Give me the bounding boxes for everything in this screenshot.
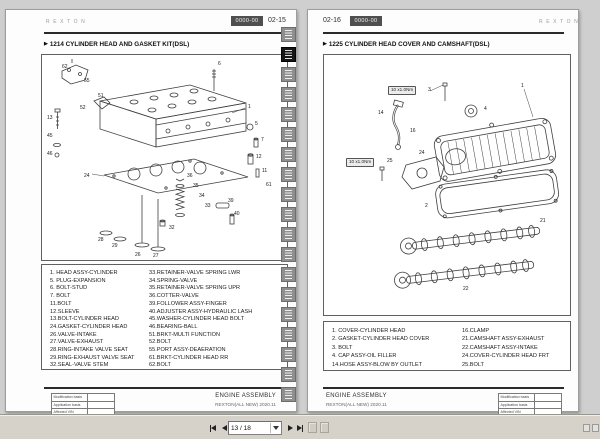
parts-column-2	[462, 327, 549, 369]
callout-number: 27	[153, 253, 159, 259]
callout-number: 13	[47, 115, 53, 121]
section-title	[44, 41, 189, 48]
callout-number: 26	[135, 252, 141, 258]
diagram-line-art	[42, 55, 289, 262]
section-tab[interactable]	[281, 87, 296, 102]
section-tab[interactable]	[281, 247, 296, 262]
manual-page-left	[5, 9, 297, 412]
header-rule	[44, 32, 284, 34]
callout-number: 4	[484, 106, 487, 112]
previous-view-icon[interactable]	[308, 422, 317, 433]
footer-info	[156, 393, 276, 407]
section-tab[interactable]	[281, 327, 296, 342]
continuous-view-icon[interactable]	[592, 424, 599, 432]
section-tab-strip	[281, 27, 296, 407]
callout-number: 24	[419, 150, 425, 156]
part-item: 36.COTTER-VALVE	[149, 293, 199, 300]
section-tab[interactable]	[281, 107, 296, 122]
manual-page-right	[307, 9, 582, 414]
footer-rule	[44, 387, 284, 389]
section-tab[interactable]	[281, 147, 296, 162]
part-item: 55.PORT ASSY-DEAERATION	[149, 347, 226, 354]
section-code-badge: 0000-00	[231, 16, 263, 26]
callout-number: 6	[218, 61, 221, 67]
page-number: 02-15	[268, 17, 286, 24]
part-item: 7. BOLT	[50, 293, 71, 300]
section-tab[interactable]	[281, 207, 296, 222]
section-marker-icon: ▶	[44, 41, 48, 47]
callout-number: 16	[410, 128, 416, 134]
part-item: 21.CAMSHAFT ASSY-EXHAUST	[462, 336, 545, 343]
part-item: 12.SLEEVE	[50, 308, 80, 315]
callout-number: 39	[228, 198, 234, 204]
section-title	[323, 41, 490, 48]
section-tab[interactable]	[281, 227, 296, 242]
callout-number: 62	[62, 64, 68, 70]
parts-list-box	[323, 321, 571, 371]
section-tab[interactable]	[281, 187, 296, 202]
section-tab[interactable]	[281, 367, 296, 382]
parts-column-2	[149, 270, 252, 370]
callout-number: 36	[187, 173, 193, 179]
parts-list-box	[41, 264, 288, 370]
part-item: 52.BOLT	[149, 339, 171, 346]
part-item: 51.BRKT-MULTI FUNCTION	[149, 331, 221, 338]
part-item: 46.BEARING-BALL	[149, 323, 198, 330]
page-number: 02-16	[323, 17, 341, 24]
callout-number: 61	[266, 182, 272, 188]
exploded-diagram-cylinder-head	[41, 54, 288, 261]
part-item: 45.WASHER-CYLINDER HEAD BOLT	[149, 316, 245, 323]
callout-number: 7	[261, 137, 264, 143]
footer-model: REXTON(ALL NEW) 2020.11	[326, 401, 387, 407]
callout-number: 29	[112, 243, 118, 249]
page-selector	[228, 421, 282, 435]
part-item: 32.SEAL-VALVE STEM	[50, 362, 109, 369]
part-item: 13.BOLT-CYLINDER HEAD	[50, 316, 119, 323]
part-item: 6. BOLT-STUD	[50, 285, 88, 292]
part-item: 1. HEAD ASSY-CYLINDER	[50, 270, 118, 276]
callout-number: 3	[428, 87, 431, 93]
section-tab[interactable]	[281, 307, 296, 322]
part-item: 22.CAMSHAFT ASSY-INTAKE	[462, 344, 538, 351]
part-item: 5. PLUG-EXPANSION	[50, 277, 106, 284]
callout-number: 1	[521, 83, 524, 89]
part-item: 27.VALVE-EXHAUST	[50, 339, 104, 346]
callout-number: 1	[248, 104, 251, 110]
torque-spec-badge: 10 x1.0Nm	[346, 158, 374, 167]
callout-number: 24	[84, 173, 90, 179]
footer-info	[326, 393, 456, 407]
part-item: 29.RING-EXHAUST VALVE SEAT	[50, 354, 135, 361]
revision-table-row	[499, 394, 561, 402]
part-item: 4. CAP ASSY-OIL FILLER	[332, 353, 397, 360]
torque-spec-badge: 10 x1.0Nm	[388, 86, 416, 95]
section-tab[interactable]	[281, 267, 296, 282]
revision-value	[535, 402, 561, 409]
callout-number: 25	[387, 158, 393, 164]
callout-number: 28	[98, 237, 104, 243]
callout-number: 34	[199, 193, 205, 199]
section-title-text: 1225 CYLINDER HEAD COVER AND CAMSHAFT(DSL)	[328, 41, 490, 48]
footer-assembly: ENGINE ASSEMBLY	[326, 393, 387, 399]
revision-label: Modification basis	[499, 394, 535, 401]
revision-label: Application basis	[52, 402, 88, 409]
callout-number: 46	[47, 151, 53, 157]
section-tab[interactable]	[281, 287, 296, 302]
part-item: 28.RING-INTAKE VALVE SEAT	[50, 347, 128, 354]
part-item: 25.BOLT	[462, 361, 484, 368]
callout-number: 52	[80, 105, 86, 111]
brand-logo: REXTON	[539, 19, 582, 25]
revision-label: Application basis	[499, 402, 535, 409]
part-item: 24.COVER-CYLINDER HEAD FRT	[462, 353, 550, 360]
callout-number: 22	[463, 286, 469, 292]
footer-assembly: ENGINE ASSEMBLY	[215, 393, 276, 399]
section-tab[interactable]	[281, 127, 296, 142]
section-tab[interactable]	[281, 167, 296, 182]
diagram-line-art	[324, 55, 572, 317]
single-page-view-icon[interactable]	[583, 424, 590, 432]
section-code-badge: 0000-00	[350, 16, 382, 26]
part-item: 35.RETAINER-VALVE SPRING UPR	[149, 285, 241, 292]
callout-number: 33	[205, 203, 211, 209]
callout-number: 12	[256, 154, 262, 160]
section-tab[interactable]	[281, 67, 296, 82]
part-item: 16.CLAMP	[462, 328, 490, 334]
revision-value	[535, 394, 561, 401]
revision-value	[88, 402, 114, 409]
section-tab[interactable]	[281, 27, 296, 42]
revision-label: Affected VIN	[52, 409, 88, 417]
callout-number: 21	[540, 218, 546, 224]
revision-table-row	[499, 402, 561, 410]
footer-rule	[323, 387, 564, 389]
last-page-button[interactable]	[294, 423, 306, 433]
part-item: 11.BOLT	[50, 300, 72, 307]
callout-number: 35	[193, 183, 199, 189]
parts-column-1	[332, 327, 429, 369]
section-tab[interactable]	[281, 347, 296, 362]
revision-label: Modification basis	[52, 394, 88, 401]
part-item: 14.HOSE ASSY-BLOW BY OUTLET	[332, 361, 423, 368]
section-marker-icon: ▶	[323, 41, 327, 47]
part-item: 39.FOLLOWER ASSY-FINGER	[149, 300, 227, 307]
revision-value	[88, 394, 114, 401]
part-item: 2. GASKET-CYLINDER HEAD COVER	[332, 336, 430, 343]
part-item: 26.VALVE-INTAKE	[50, 331, 97, 338]
callout-number: 40	[234, 211, 240, 217]
viewer-toolbar	[0, 414, 600, 439]
part-item: 3. BOLT	[332, 344, 353, 351]
header-rule	[323, 32, 564, 34]
page-dropdown-arrow-icon[interactable]	[270, 423, 280, 433]
part-item: 34.SPRING-VALVE	[149, 277, 198, 284]
section-tab[interactable]	[281, 387, 296, 402]
part-item: 61.BRKT-CYLINDER HEAD RR	[149, 354, 229, 361]
callout-number: 14	[378, 110, 384, 116]
part-item: 40.ADJUSTER ASSY-HYDRAULIC LASH	[149, 308, 253, 315]
parts-column-1	[50, 270, 134, 370]
revision-table-row	[52, 394, 114, 402]
part-item: 62.BOLT	[149, 362, 171, 369]
callout-number: 2	[425, 203, 428, 209]
exploded-diagram-head-cover-camshaft	[323, 54, 571, 316]
page-number-input[interactable]	[231, 422, 271, 434]
callout-number: 32	[169, 225, 175, 231]
callout-number: 11	[262, 168, 268, 174]
footer-model: REXTON(ALL NEW) 2020.11	[215, 401, 276, 407]
revision-label: Affected VIN	[499, 409, 535, 417]
section-tab[interactable]	[281, 47, 296, 62]
revision-table-row	[52, 402, 114, 410]
section-title-text: 1214 CYLINDER HEAD AND GASKET KIT(DSL)	[49, 41, 190, 48]
part-item: 1. COVER-CYLINDER HEAD	[332, 328, 406, 334]
callout-number: 55	[84, 78, 90, 84]
callout-number: 51	[98, 93, 104, 99]
next-view-icon[interactable]	[320, 422, 329, 433]
part-item: 24.GASKET-CYLINDER HEAD	[50, 323, 128, 330]
callout-number: 45	[47, 133, 53, 139]
brand-logo: REXTON	[46, 19, 89, 25]
part-item: 33.RETAINER-VALVE SPRING LWR	[149, 270, 241, 276]
callout-number: 5	[255, 121, 258, 127]
